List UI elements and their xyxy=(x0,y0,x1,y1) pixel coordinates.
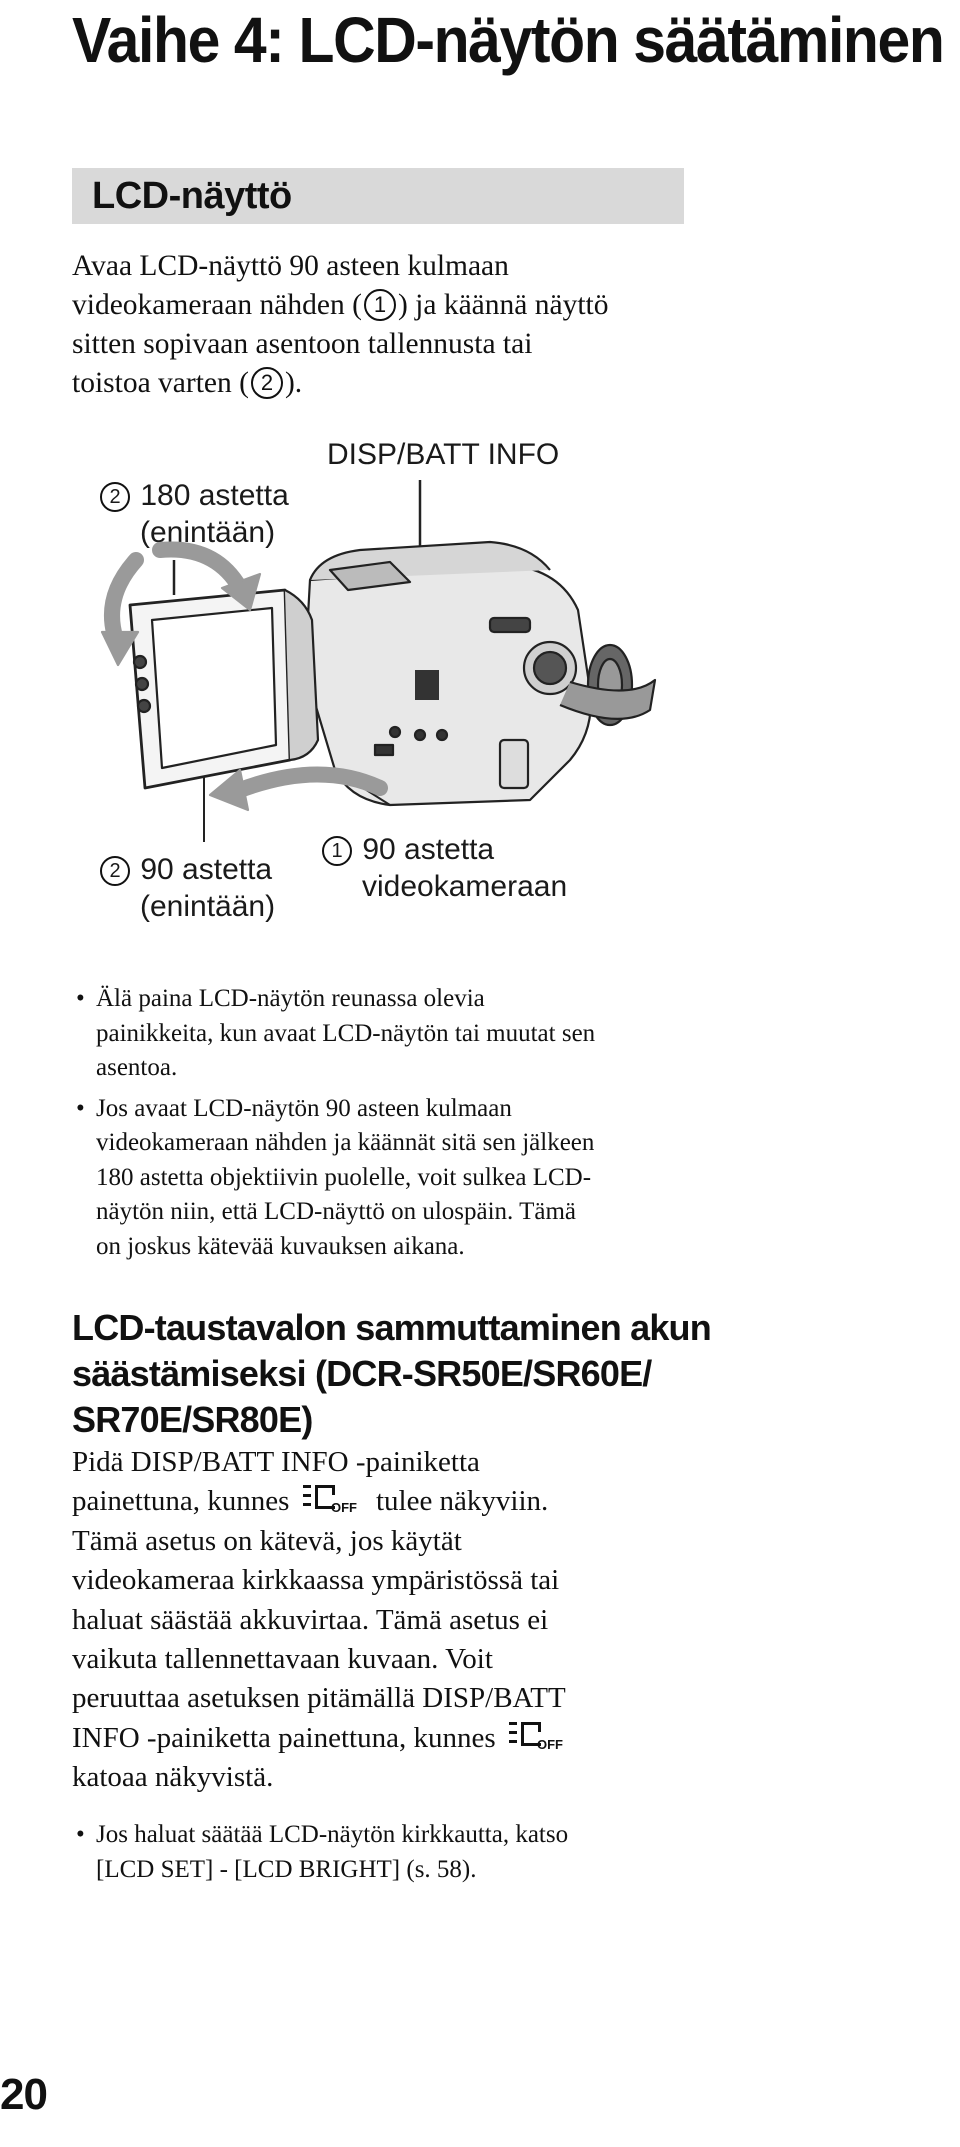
figure-label-90-camera: 1 90 astetta xyxy=(320,832,494,868)
step-number-1: 1 xyxy=(364,289,396,321)
intro-line: Avaa LCD-näyttö 90 asteen kulmaan xyxy=(72,250,509,282)
camcorder-illustration xyxy=(90,470,670,850)
svg-text:OFF: OFF xyxy=(330,1500,357,1515)
notes-list-1 xyxy=(76,982,696,1270)
step-number-2: 2 xyxy=(251,367,283,399)
section-heading-band xyxy=(72,168,684,224)
section-title-backlight: LCD-taustavalon sammuttaminen akun säästämiseksi (DCR-SR50E/SR60E/ SR70E/SR80E) xyxy=(72,1307,711,1440)
svg-text:OFF: OFF xyxy=(536,1736,563,1751)
lcd-backlight-off-icon xyxy=(301,1482,365,1514)
section-title-lcd: LCD-näyttö xyxy=(92,175,292,217)
backlight-paragraph: Pidä DISP/BATT INFO -painiketta painettuna, kunnes OFF tulee näkyviin. Tämä asetus on kätevä, jos käytät videokameraa kirkkaassa ympäristössä tai haluat säästää akkuvirtaa. Tämä asetus ei vaikuta tallennettavaan kuvaan. Voit peruuttaa asetuksen pitämällä DISP/BATT INFO -painiketta painettuna, kunnes OFF katoaa näkyvistä. xyxy=(72,1443,712,1798)
intro-line: sitten sopivaan asentoon tallennusta tai xyxy=(72,328,533,360)
figure-label-90-max-sub: (enintään) xyxy=(140,890,276,923)
page-title: Vaihe 4: LCD-näytön säätäminen xyxy=(72,4,944,76)
list-item: • Jos haluat säätää LCD-näytön kirkkautta, katso [LCD SET] - [LCD BRIGHT] (s. 58). xyxy=(76,1818,696,1887)
figure-label-90-max: 2 90 astetta xyxy=(98,852,272,888)
intro-line: videokameraan nähden ( 1 ) ja käännä näyttö xyxy=(72,289,609,321)
list-item: • Älä paina LCD-näytön reunassa olevia painikkeita, kun avaat LCD-näytön tai muutat sen asentoa. xyxy=(76,982,696,1086)
list-item: • Jos avaat LCD-näytön 90 asteen kulmaan videokameraan nähden ja käännät sitä sen jälkeen 180 astetta objektiivin puolelle, voit sulkea LCD- näytön niin, että LCD-näyttö on ulospäin. Tämä on joskus kätevää kuvauksen aikana. xyxy=(76,1092,696,1265)
notes-list-2 xyxy=(76,1818,696,1893)
figure-label-90-camera-sub: videokameraan xyxy=(362,870,568,903)
figure-label-180-max: (enintään) xyxy=(140,516,276,549)
figure-label-180-degrees: 2 180 astetta xyxy=(98,478,289,514)
lcd-backlight-off-icon xyxy=(507,1719,571,1751)
intro-paragraph xyxy=(72,247,712,403)
intro-line: toistoa varten ( 2 ). xyxy=(72,367,303,399)
figure-label-disp-batt-info: DISP/BATT INFO xyxy=(327,438,560,471)
page-number: 20 xyxy=(0,2070,47,2119)
